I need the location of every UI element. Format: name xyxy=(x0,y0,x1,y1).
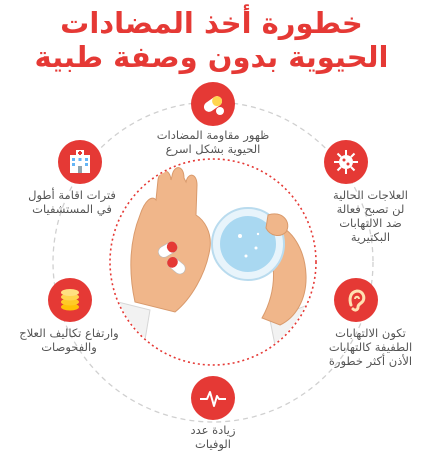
label-line: تكون الالتهابات xyxy=(335,326,406,340)
label-line: الحيوية بشكل اسرع xyxy=(165,142,261,156)
label-line: وارتفاع تكاليف العلاج xyxy=(19,326,119,340)
title-line-1: خطورة أخذ المضادات xyxy=(60,6,363,40)
label-line: ظهور مقاومة المضادات xyxy=(156,128,270,142)
coins-icon xyxy=(48,278,92,322)
label-line: الطفيفة كالتهابات xyxy=(328,340,413,354)
label-current-treatments xyxy=(318,188,423,244)
label-line: الأذن أكثر خطورة xyxy=(328,354,413,368)
label-line: العلاجات الحالية xyxy=(333,188,408,202)
label-line: الوفيات xyxy=(195,437,231,451)
label-line: فترات اقامة أطول xyxy=(28,188,116,202)
pills-icon xyxy=(191,82,235,126)
heartbeat-icon xyxy=(191,376,235,420)
label-costs xyxy=(4,326,134,354)
label-line: في المستشفيات xyxy=(32,202,112,216)
ear-icon xyxy=(334,278,378,322)
label-line: زيادة عدد xyxy=(190,423,236,437)
title-line-2: الحيوية بدون وصفة طبية xyxy=(34,40,389,74)
label-line: لن تصبح فعالة xyxy=(336,202,405,216)
label-line: ضد الالتهابات xyxy=(339,216,402,230)
label-deaths xyxy=(163,423,263,451)
label-line: والفحوصات xyxy=(41,340,97,354)
label-ear-infections xyxy=(318,326,423,368)
label-hospital-stay xyxy=(12,188,132,216)
label-line: البكتيرية xyxy=(350,230,391,244)
virus-icon xyxy=(324,140,368,184)
hospital-icon xyxy=(58,140,102,184)
label-resistance xyxy=(143,128,283,156)
